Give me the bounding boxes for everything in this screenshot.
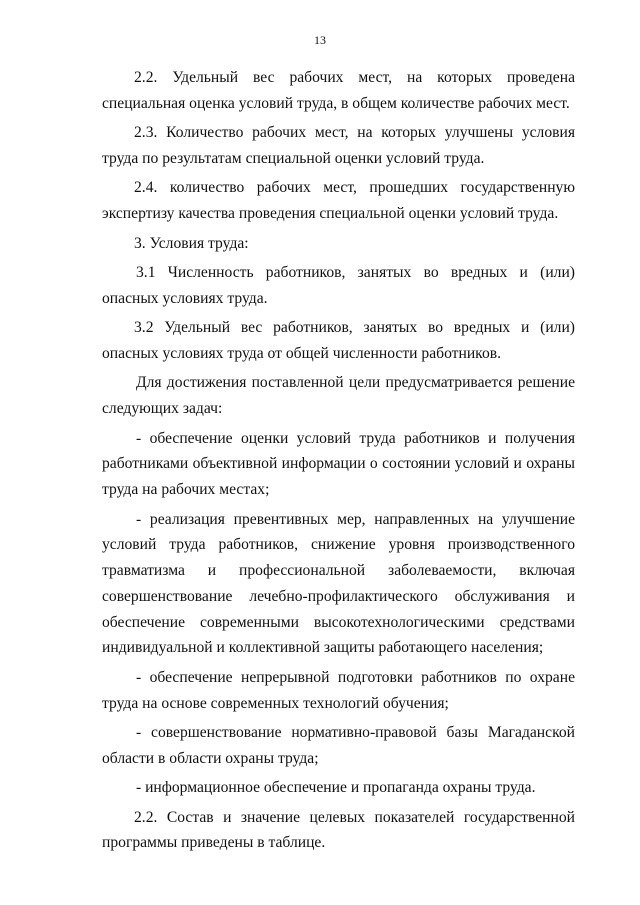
paragraph-2-2-share-of-workplaces: 2.2. Удельный вес рабочих мест, на которых проведена специальная оценка условий труда, в общем количестве рабочих мест. [102,69,575,112]
document-body [102,65,575,860]
paragraph-3-1-harmful-conditions-count: 3.1 Численность работников, занятых во вредных и (или) опасных условиях труда. [102,263,575,307]
paragraph-tasks-intro: Для достижения поставленной цели предусматривается решение следующих задач: [102,374,575,418]
paragraph-2-4-expertise-workplaces: 2.4. количество рабочих мест, прошедших государственную экспертизу качества проведения специальной оценки условий труда. [102,179,575,223]
paragraph-2-2-target-indicators: 2.2. Состав и значение целевых показателей государственной программы приведены в таблице. [102,808,575,852]
list-item-information: - информационное обеспечение и пропаганда охраны труда. [136,779,536,797]
paragraph-3-2-harmful-conditions-share: 3.2 Удельный вес работников, занятых во вредных и (или) опасных условиях труда от общей численности работников. [102,319,575,362]
paragraph-2-3-improved-workplaces: 2.3. Количество рабочих мест, на которых улучшены условия труда по результатам специальной оценки условий труда. [102,124,575,167]
list-item-training: - обеспечение непрерывной подготовки работников по охране труда на основе современных технологий обучения; [102,668,575,712]
list-item-preventive-measures: - реализация превентивных мер, направленных на улучшение условий труда работников, снижение уровня производственного травматизма и профессиональной заболеваемости, включая совершенствование лечебно-профилактического обслуживания и обеспечение современными высокотехнологическими средствами индивидуальной и коллективной защиты работающего населения; [102,510,575,657]
paragraph-3-working-conditions: 3. Условия труда: [134,234,249,252]
page-number: 13 [314,33,326,47]
list-item-regulatory-base: - совершенствование нормативно-правовой базы Магаданской области в области охраны труда; [102,724,575,767]
list-item-assessment: - обеспечение оценки условий труда работников и получения работниками объективной информации о состоянии условий и охраны труда на рабочих местах; [102,429,575,499]
